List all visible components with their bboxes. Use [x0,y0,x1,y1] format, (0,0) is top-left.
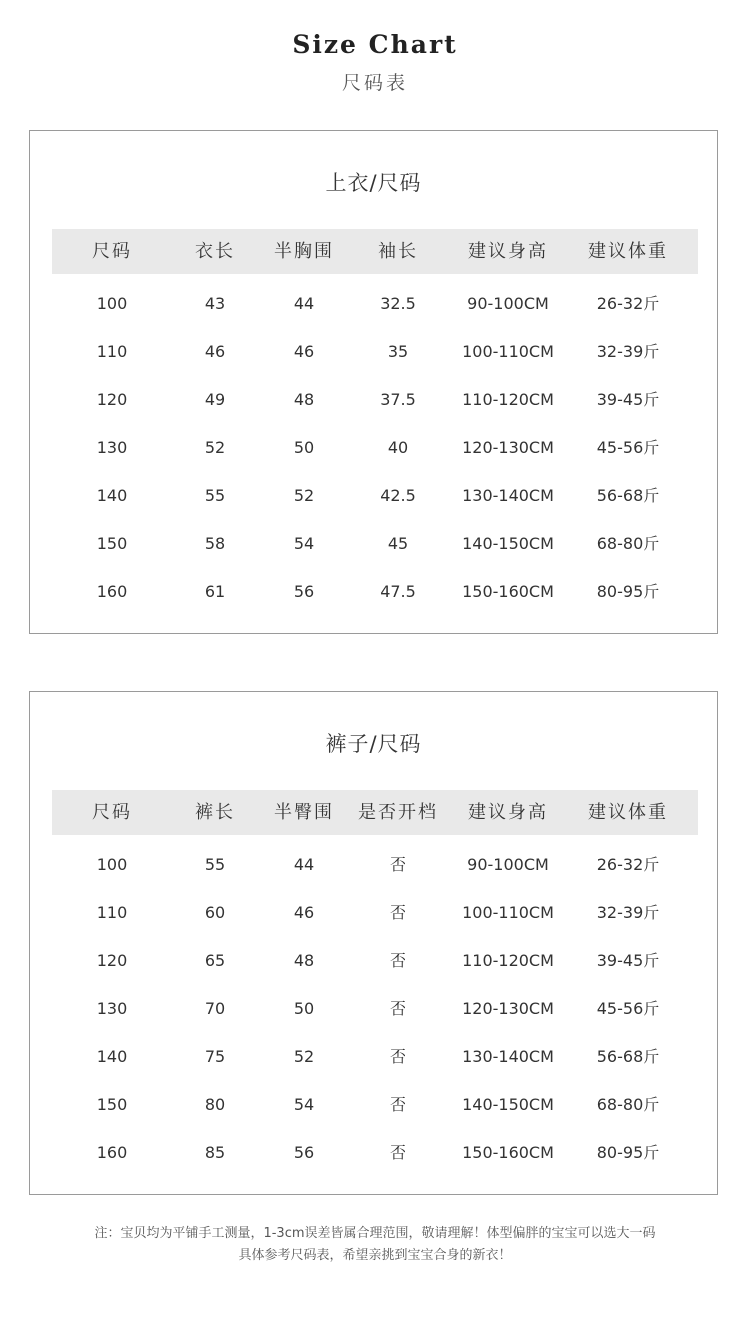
table-cell: 110-120CM [462,951,554,970]
table-cell: 否 [389,999,406,1018]
table-cell: 75 [204,1047,226,1066]
table-cell: 100-110CM [462,342,554,361]
table-cell: 26-32斤 [596,855,660,874]
table-cell: 110 [96,903,128,922]
header-cell: 尺码 [92,802,132,823]
header-cell: 建议身高 [468,241,548,262]
header-cell: 半臀围 [274,802,334,823]
top-table-header [52,229,698,274]
table-cell: 140 [96,486,128,505]
table-cell: 120-130CM [462,999,554,1018]
table-cell: 58 [204,534,226,553]
table-cell: 47.5 [380,582,416,601]
table-cell: 100 [96,855,128,874]
table-cell: 49 [204,390,226,409]
table-cell: 55 [204,486,226,505]
table-cell: 130 [96,999,128,1018]
table-cell: 150-160CM [462,1143,554,1162]
table-cell: 26-32斤 [596,294,660,313]
table-cell: 否 [389,1095,406,1114]
table-cell: 120 [96,951,128,970]
table-cell: 60 [204,903,226,922]
table-cell: 100-110CM [462,903,554,922]
table-row [52,568,698,616]
table-cell: 130 [96,438,128,457]
table-row [52,1129,698,1177]
table-cell: 39-45斤 [596,390,660,409]
table-cell: 否 [389,903,406,922]
table-cell: 52 [293,1047,315,1066]
table-cell: 39-45斤 [596,951,660,970]
table-cell: 32.5 [380,294,416,313]
table-cell: 44 [293,294,315,313]
table-cell: 68-80斤 [596,1095,660,1114]
table-cell: 45 [387,534,409,553]
table-cell: 140-150CM [462,1095,554,1114]
table-cell: 130-140CM [462,486,554,505]
table-cell: 56-68斤 [596,486,660,505]
top-size-table [29,130,718,634]
table-cell: 否 [389,951,406,970]
table-row [52,889,698,937]
table-cell: 50 [293,438,315,457]
table-row [52,841,698,889]
table-cell: 80 [204,1095,226,1114]
table-row [52,1081,698,1129]
table-cell: 32-39斤 [596,342,660,361]
table-cell: 54 [293,1095,315,1114]
table-cell: 否 [389,1143,406,1162]
table-cell: 130-140CM [462,1047,554,1066]
note-line: 注：宝贝均为平铺手工测量，1-3cm误差皆属合理范围，敬请理解！体型偏胖的宝宝可以选大一码 [94,1226,656,1241]
table-cell: 48 [293,390,315,409]
header-cell: 裤长 [195,802,235,823]
note-line: 具体参考尺码表，希望亲挑到宝宝合身的新衣！ [238,1248,512,1263]
table-cell: 68-80斤 [596,534,660,553]
table-cell: 44 [293,855,315,874]
top-table-title: 上衣/尺码 [325,171,422,195]
table-row [52,328,698,376]
header-cell: 是否开档 [358,802,438,823]
table-row [52,1033,698,1081]
table-cell: 110-120CM [462,390,554,409]
table-cell: 65 [204,951,226,970]
table-cell: 120 [96,390,128,409]
table-row [52,424,698,472]
table-cell: 46 [293,342,315,361]
table-cell: 54 [293,534,315,553]
table-cell: 55 [204,855,226,874]
table-cell: 85 [204,1143,226,1162]
table-cell: 52 [293,486,315,505]
table-cell: 150 [96,1095,128,1114]
table-cell: 160 [96,1143,128,1162]
pants-size-table [29,691,718,1195]
table-row [52,520,698,568]
header-cell: 建议体重 [588,241,668,262]
table-cell: 46 [204,342,226,361]
table-cell: 61 [204,582,226,601]
table-cell: 56 [293,582,315,601]
table-cell: 45-56斤 [596,999,660,1018]
table-cell: 52 [204,438,226,457]
table-cell: 45-56斤 [596,438,660,457]
table-cell: 50 [293,999,315,1018]
table-cell: 70 [204,999,226,1018]
table-cell: 35 [387,342,409,361]
header-cell: 衣长 [195,241,235,262]
table-cell: 否 [389,855,406,874]
table-cell: 40 [387,438,409,457]
header-cell: 尺码 [92,241,132,262]
table-cell: 150-160CM [462,582,554,601]
table-cell: 140 [96,1047,128,1066]
header-cell: 建议体重 [588,802,668,823]
table-row [52,280,698,328]
header-cell: 建议身高 [468,802,548,823]
table-cell: 否 [389,1047,406,1066]
table-cell: 160 [96,582,128,601]
page-subtitle: 尺码表 [341,72,408,94]
pants-table-header [52,790,698,835]
table-cell: 150 [96,534,128,553]
table-cell: 42.5 [380,486,416,505]
table-cell: 43 [204,294,226,313]
table-row [52,985,698,1033]
table-cell: 56 [293,1143,315,1162]
table-cell: 100 [96,294,128,313]
header-cell: 半胸围 [274,241,334,262]
table-cell: 32-39斤 [596,903,660,922]
table-row [52,472,698,520]
table-row [52,937,698,985]
pants-table-title: 裤子/尺码 [325,732,422,756]
table-cell: 140-150CM [462,534,554,553]
table-cell: 37.5 [380,390,416,409]
page-title: Size Chart [292,30,458,59]
table-cell: 90-100CM [467,294,549,313]
table-cell: 56-68斤 [596,1047,660,1066]
table-cell: 80-95斤 [596,582,660,601]
table-cell: 110 [96,342,128,361]
table-cell: 80-95斤 [596,1143,660,1162]
table-cell: 90-100CM [467,855,549,874]
table-cell: 46 [293,903,315,922]
table-cell: 120-130CM [462,438,554,457]
header-cell: 袖长 [378,241,418,262]
table-row [52,376,698,424]
table-cell: 48 [293,951,315,970]
